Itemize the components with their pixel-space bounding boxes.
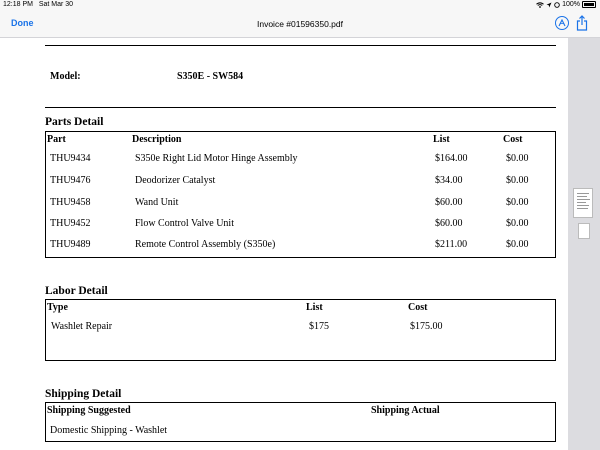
page-thumbnail-1[interactable] [573,188,593,218]
battery-percent: 100% [562,1,580,8]
top-rule [45,45,556,46]
part-cost: $0.00 [506,239,529,250]
part-number: THU9489 [50,239,91,250]
labor-header-list: List [306,302,323,313]
done-button[interactable]: Done [11,18,34,28]
part-description: Deodorizer Catalyst [135,175,216,186]
page-thumbnail-2[interactable] [578,223,590,239]
model-value: S350E - SW584 [177,71,244,82]
part-cost: $0.00 [506,218,529,229]
shipping-header-actual: Shipping Actual [371,405,440,416]
status-time: 12:18 PM [3,1,33,8]
part-list-price: $211.00 [435,239,468,250]
location-icon [546,2,552,8]
rotation-lock-icon [554,2,560,8]
labor-list-price: $175 [309,321,329,332]
parts-header-part: Part [47,134,66,145]
share-icon[interactable] [576,15,588,31]
part-description: S350e Right Lid Motor Hinge Assembly [135,153,298,164]
part-cost: $0.00 [506,175,529,186]
status-bar [0,0,600,11]
part-list-price: $34.00 [435,175,463,186]
labor-header-type: Type [47,302,68,313]
part-number: THU9458 [50,197,91,208]
battery-icon [582,1,596,8]
nav-bar [0,11,600,38]
wifi-icon [536,2,544,8]
part-number: THU9452 [50,218,91,229]
part-description: Wand Unit [135,197,179,208]
part-number: THU9434 [50,153,91,164]
document-title: Invoice #01596350.pdf [256,19,344,29]
shipping-header-suggested: Shipping Suggested [47,405,131,416]
shipping-detail-title: Shipping Detail [45,388,122,400]
labor-type: Washlet Repair [51,321,113,332]
part-list-price: $164.00 [435,153,468,164]
thumbnail-sidebar [568,38,600,450]
status-date: Sat Mar 30 [38,1,74,8]
labor-cost: $175.00 [410,321,443,332]
part-list-price: $60.00 [435,197,463,208]
parts-header-description: Description [132,134,182,145]
status-time-date [3,1,73,8]
status-right [536,1,596,8]
parts-header-cost: Cost [503,134,523,145]
part-description: Flow Control Valve Unit [135,218,234,229]
labor-table [45,299,556,361]
part-cost: $0.00 [506,153,529,164]
shipping-suggested-value: Domestic Shipping - Washlet [50,425,168,436]
labor-detail-title: Labor Detail [45,285,108,297]
parts-header-list: List [433,134,450,145]
markup-pen-icon[interactable] [555,16,569,30]
part-number: THU9476 [50,175,91,186]
part-cost: $0.00 [506,197,529,208]
parts-detail-title: Parts Detail [45,116,104,128]
parts-table [45,131,556,258]
part-list-price: $60.00 [435,218,463,229]
part-description: Remote Control Assembly (S350e) [135,239,276,250]
labor-header-cost: Cost [408,302,428,313]
model-rule [45,107,556,108]
model-label: Model: [50,71,81,82]
